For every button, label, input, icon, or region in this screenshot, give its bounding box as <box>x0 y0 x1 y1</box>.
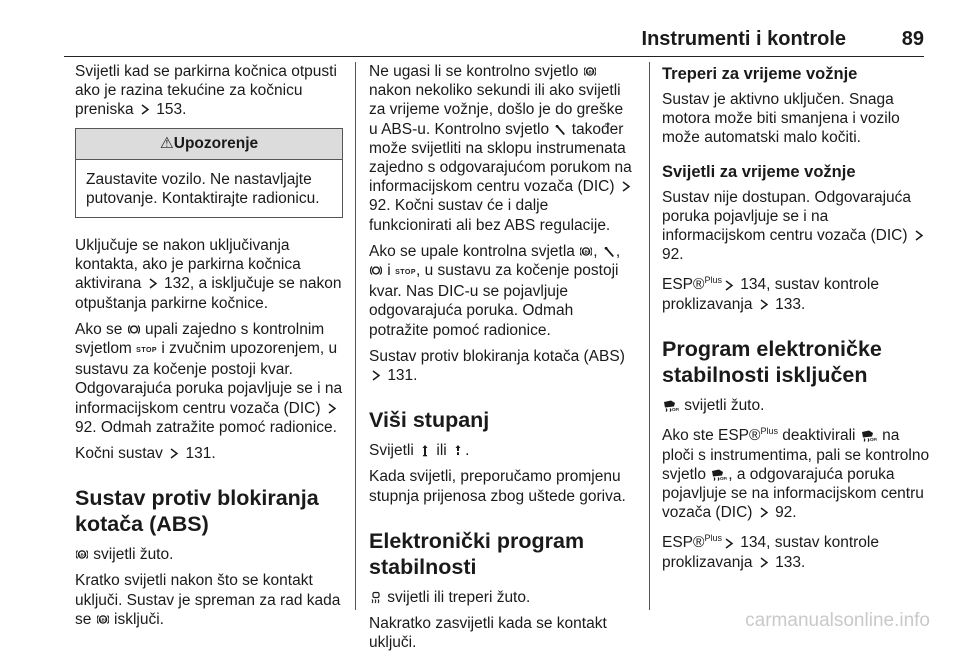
page-ref-arrow-icon <box>723 537 735 550</box>
page-ref-arrow-icon <box>147 277 159 290</box>
brake-warning-icon <box>128 323 140 336</box>
abs-icon <box>580 245 592 258</box>
paragraph: Svijetli ili . <box>369 442 470 460</box>
page-title: Instrumenti i kontrole <box>641 28 846 50</box>
column-middle <box>369 62 635 659</box>
paragraph: svijetli ili treperi žuto. <box>369 588 635 607</box>
paragraph: ESP®$^{Plus}$ 134, sustav kontrole proklizavanja 133. <box>662 533 879 571</box>
esp-off-icon <box>861 429 877 442</box>
paragraph: Sustav protiv blokiranja kotača (ABS) 131. <box>369 347 625 385</box>
abs-icon <box>584 65 596 78</box>
section-heading-abs: Sustav protiv blokiranja kotača (ABS) <box>75 486 319 537</box>
stop-warning-icon: STOP <box>136 347 158 355</box>
paragraph: Ako se upale kontrolna svjetla , , i STOP, u sustavu za kočenje postoji kvar. Nas DIC-u se pojavljuje odgovarajuća poruka. Odmah potražite pomoć radionice. <box>369 242 621 339</box>
paragraph: svijetli žuto. <box>662 396 930 415</box>
warning-header <box>76 129 342 160</box>
column-left <box>75 62 343 636</box>
paragraph: Sustav nije dostupan. Odgovarajuća poruka pojavljuje se i na informacijskom centru vozača (DIC) 92. <box>662 188 930 265</box>
paragraph: ESP®$^{Plus}$ 134, sustav kontrole proklizavanja 133. <box>662 275 879 313</box>
paragraph: Svijetli kad se parkirna kočnica otpusti ako je razina tekućine za kočnicu preniska 153. <box>75 63 337 119</box>
paragraph: Ako se upali zajedno s kontrolnim svjetlom STOP i zvučnim upozorenjem, u sustavu za kočenje postoji kvar. Odgovarajuća poruka pojavljuje se i na informacijskom centru vozača (DIC) 92. Odmah zatražite pomoć radionice. <box>75 320 343 436</box>
page-ref-arrow-icon <box>168 447 180 460</box>
page-ref-arrow-icon <box>139 103 151 116</box>
page-ref-arrow-icon <box>370 369 382 382</box>
paragraph: Nakratko zasvijetli kada se kontakt uključi. <box>369 615 607 652</box>
subheading-flashing: Treperi za vrijeme vožnje <box>662 65 858 83</box>
service-wrench-icon <box>554 123 566 136</box>
section-heading-upshift: Viši stupanj <box>369 408 490 433</box>
page-header <box>64 22 924 57</box>
section-heading-esp: Elektronički program stabilnosti <box>369 528 585 579</box>
esp-off-icon <box>711 468 727 481</box>
paragraph: Sustav je aktivno uključen. Snaga motora može biti smanjena i vozilo može automatski malo kočiti. <box>662 91 900 147</box>
esp-skid-icon <box>370 591 382 604</box>
watermark: carmanualsonline.info <box>745 610 930 631</box>
paragraph: svijetli žuto. <box>75 545 343 564</box>
paragraph: Kočni sustav 131. <box>75 445 216 463</box>
paragraph: Ne ugasi li se kontrolno svjetlo nakon nekoliko sekundi ili ako svijetli za vrijeme vožnje, došlo je do greške u ABS-u. Kontrolno svjetlo također može svijetliti na sklopu instrumenata zajedno s odgovarajućom porukom na informacijskom centru vozača (DIC) 92. Kočni sustav će i dalje funkcionirati ali bez ABS regulacije. <box>369 63 632 234</box>
page-ref-arrow-icon <box>758 298 770 311</box>
page-ref-arrow-icon <box>620 180 632 193</box>
upshift-icon <box>419 444 431 457</box>
abs-icon <box>97 613 109 626</box>
abs-icon <box>76 548 88 561</box>
page-ref-arrow-icon <box>723 279 735 292</box>
page-ref-arrow-icon <box>326 402 338 415</box>
upshift-double-icon <box>452 444 464 457</box>
paragraph: Ako ste ESP®$^{Plus}$ deaktivirali na ploči s instrumentima, pali se kontrolno svjetlo , a odgovarajuća poruka pojavljuje se na informacijskom centru vozača (DIC) 92. <box>662 426 930 522</box>
warning-triangle-icon: ⚠ <box>159 134 174 152</box>
section-heading-esp-off: Program elektroničke stabilnosti isključen <box>662 336 882 387</box>
esp-off-icon <box>663 399 679 412</box>
subheading-illuminated: Svijetli za vrijeme vožnje <box>662 162 856 181</box>
paragraph: Kada svijetli, preporučamo promjenu stupnja prijenosa zbog uštede goriva. <box>369 468 626 505</box>
page-ref-arrow-icon <box>758 556 770 569</box>
page-number: 89 <box>901 28 924 50</box>
stop-warning-icon: STOP <box>395 269 416 277</box>
warning-title: Upozorenje <box>173 134 259 152</box>
paragraph: Uključuje se nakon uključivanja kontakta, ako je parkirna kočnica aktivirana 132, a isključuje se nakon otpuštanja parkirne kočnice. <box>75 237 342 312</box>
service-wrench-icon <box>603 245 615 258</box>
column-divider <box>649 62 650 610</box>
column-divider <box>355 62 356 610</box>
warning-text: Zaustavite vozilo. Ne nastavljajte putovanje. Kontaktirajte radionicu. <box>86 170 320 207</box>
warning-box <box>75 128 343 218</box>
page-ref-arrow-icon <box>913 229 925 242</box>
column-right <box>662 62 930 579</box>
brake-warning-icon <box>370 264 382 277</box>
paragraph: Kratko svijetli nakon što se kontakt uključi. Sustav je spreman za rad kada se isključi. <box>75 572 341 628</box>
page-ref-arrow-icon <box>758 506 770 519</box>
